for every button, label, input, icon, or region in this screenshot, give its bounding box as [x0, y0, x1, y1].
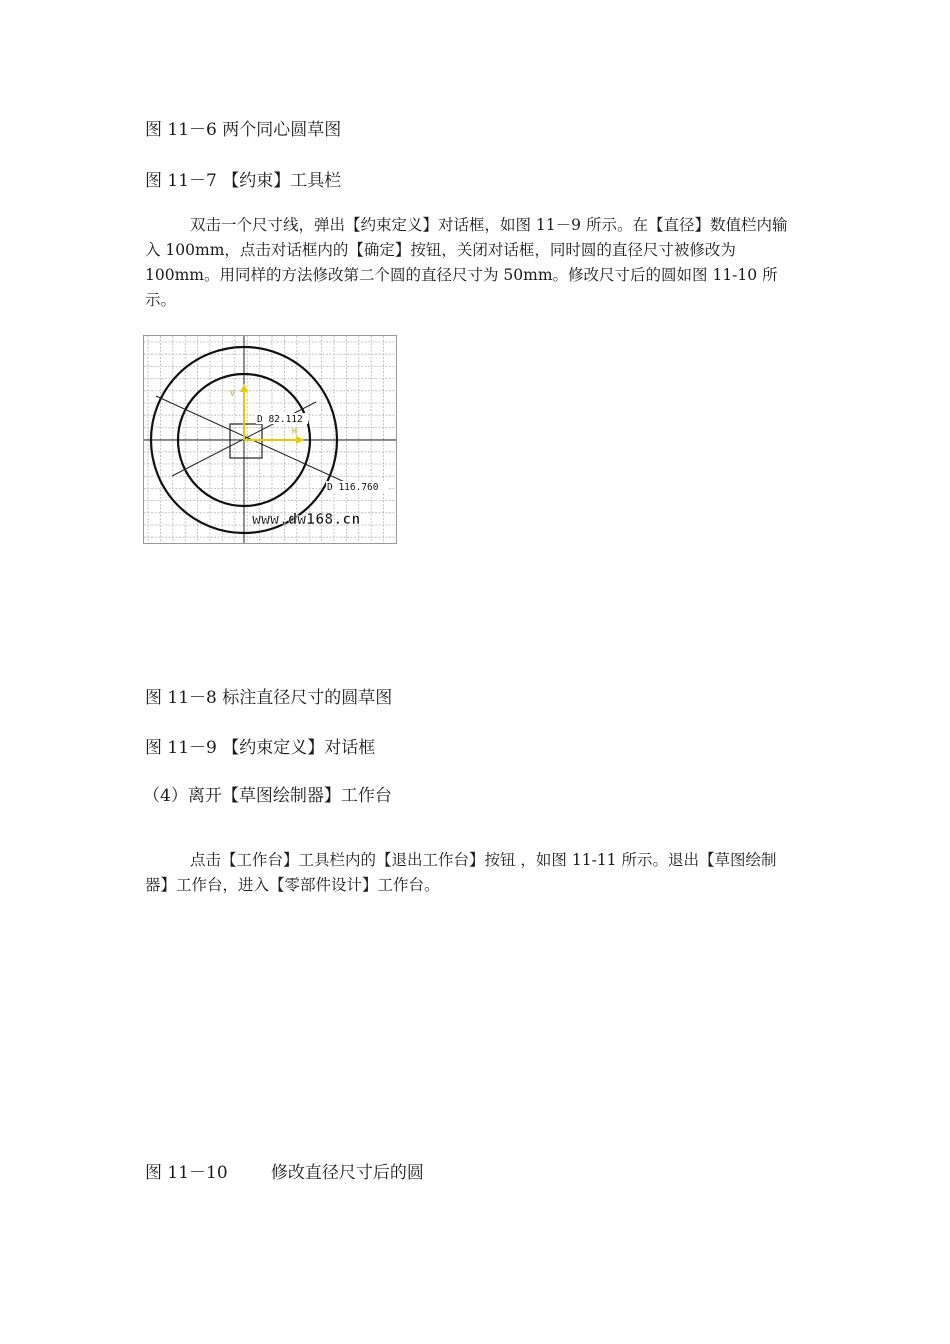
- caption-fig-11-10: 图 11－10 修改直径尺寸后的圆: [145, 1163, 424, 1183]
- caption-fig-11-9: 图 11－9 【约束定义】对话框: [145, 738, 376, 758]
- caption-fig-11-8: 图 11－8 标注直径尺寸的圆草图: [145, 688, 393, 708]
- axis-label-h: H: [292, 427, 297, 436]
- paragraph-constraint-edit: 双击一个尺寸线，弹出【约束定义】对话框，如图 11－9 所示。在【直径】数值栏内输入 100mm，点击对话框内的【确定】按钮，关闭对话框，同时圆的直径尺寸被修改为 100mm。用同样的方法修改第二个圆的直径尺寸为 50mm。修改尺寸后的圆如图 11-10 所示。: [145, 216, 788, 309]
- paragraph-exit-workbench: 点击【工作台】工具栏内的【退出工作台】按钮 ，如图 11-11 所示。退出【草图绘制器】工作台，进入【零部件设计】工作台。: [145, 851, 777, 894]
- watermark: www.dw168.cn: [252, 510, 361, 528]
- caption-fig-11-6: 图 11－6 两个同心圆草图: [145, 120, 342, 140]
- sketch-svg: [144, 336, 396, 543]
- h-arrowhead-icon: [296, 436, 304, 444]
- caption-fig-11-7: 图 11－7 【约束】工具栏: [145, 171, 342, 191]
- inner-diameter-label: D 82.112: [257, 414, 303, 425]
- sketch-figure: [143, 335, 397, 544]
- axis-label-v: V: [230, 389, 235, 398]
- outer-diameter-label: D 116.760: [327, 482, 379, 493]
- heading-step-4: （4）离开【草图绘制器】工作台: [143, 786, 392, 806]
